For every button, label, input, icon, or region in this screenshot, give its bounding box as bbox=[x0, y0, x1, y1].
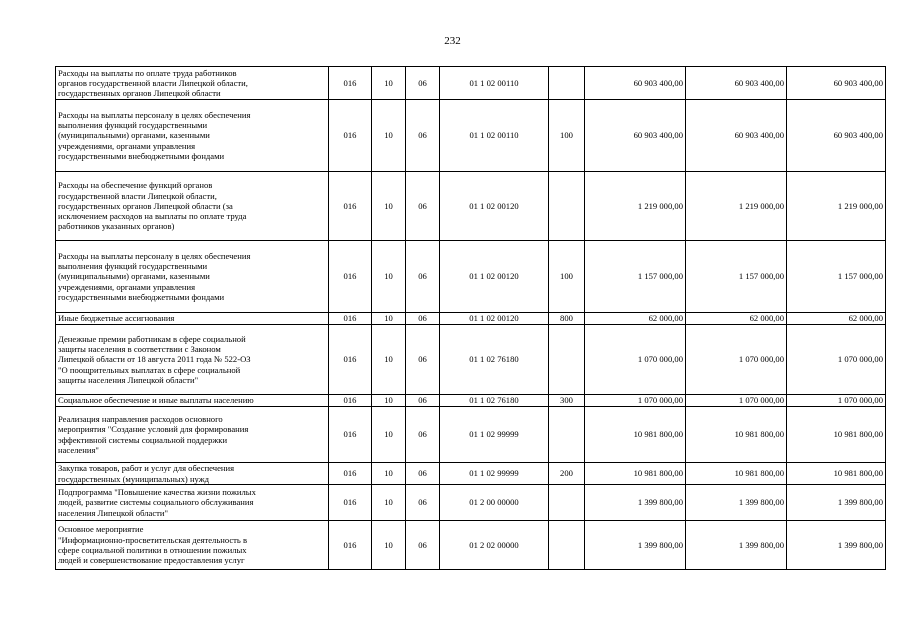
row-sum-year-3: 1 399 800,00 bbox=[787, 521, 886, 570]
row-sum-year-1: 10 981 800,00 bbox=[585, 407, 686, 463]
row-subsection-code: 06 bbox=[406, 172, 440, 241]
table-row bbox=[56, 313, 886, 325]
row-sum-year-1: 60 903 400,00 bbox=[585, 100, 686, 172]
row-section-code: 10 bbox=[372, 407, 406, 463]
row-sum-year-3: 60 903 400,00 bbox=[787, 100, 886, 172]
row-name: Иные бюджетные ассигнования bbox=[56, 313, 329, 325]
row-expense-type bbox=[549, 67, 585, 100]
row-ministry-code: 016 bbox=[329, 100, 372, 172]
row-sum-year-1: 60 903 400,00 bbox=[585, 67, 686, 100]
row-sum-year-1: 1 399 800,00 bbox=[585, 485, 686, 521]
row-sum-year-2: 1 070 000,00 bbox=[686, 325, 787, 395]
row-name: Расходы на выплаты персоналу в целях обеспечения выполнения функций государственными (муниципальными) органами, казенными учреждениями, органами управления государственными внебюджетными фондами bbox=[56, 100, 329, 172]
row-expense-type: 100 bbox=[549, 241, 585, 313]
row-expense-type bbox=[549, 485, 585, 521]
row-target-article: 01 1 02 00120 bbox=[440, 241, 549, 313]
row-ministry-code: 016 bbox=[329, 407, 372, 463]
row-subsection-code: 06 bbox=[406, 395, 440, 407]
row-expense-type: 200 bbox=[549, 463, 585, 485]
row-target-article: 01 1 02 00120 bbox=[440, 172, 549, 241]
row-subsection-code: 06 bbox=[406, 241, 440, 313]
row-subsection-code: 06 bbox=[406, 100, 440, 172]
row-sum-year-3: 1 399 800,00 bbox=[787, 485, 886, 521]
row-sum-year-3: 1 157 000,00 bbox=[787, 241, 886, 313]
row-name: Основное мероприятие "Информационно-просветительская деятельность в сфере социальной политики в отношении пожилых людей и совершенствование предоставления услуг bbox=[56, 521, 329, 570]
row-target-article: 01 1 02 99999 bbox=[440, 463, 549, 485]
row-section-code: 10 bbox=[372, 395, 406, 407]
row-ministry-code: 016 bbox=[329, 241, 372, 313]
row-target-article: 01 1 02 76180 bbox=[440, 325, 549, 395]
row-sum-year-2: 1 070 000,00 bbox=[686, 395, 787, 407]
row-ministry-code: 016 bbox=[329, 521, 372, 570]
row-name: Расходы на выплаты по оплате труда работников органов государственной власти Липецкой области, государственных органов Липецкой области bbox=[56, 67, 329, 100]
row-sum-year-2: 1 157 000,00 bbox=[686, 241, 787, 313]
table-row bbox=[56, 241, 886, 313]
row-target-article: 01 1 02 00110 bbox=[440, 100, 549, 172]
row-sum-year-3: 60 903 400,00 bbox=[787, 67, 886, 100]
row-section-code: 10 bbox=[372, 325, 406, 395]
row-sum-year-1: 1 399 800,00 bbox=[585, 521, 686, 570]
table-body bbox=[56, 67, 886, 570]
row-target-article: 01 1 02 00120 bbox=[440, 313, 549, 325]
row-expense-type bbox=[549, 325, 585, 395]
row-ministry-code: 016 bbox=[329, 67, 372, 100]
row-sum-year-2: 1 219 000,00 bbox=[686, 172, 787, 241]
table-row bbox=[56, 100, 886, 172]
table-row bbox=[56, 521, 886, 570]
row-section-code: 10 bbox=[372, 67, 406, 100]
row-name: Денежные премии работникам в сфере социальной защиты населения в соответствии с Законом Липецкой области от 18 августа 2011 года № 522-ОЗ "О поощрительных выплатах в сфере социальной защиты населения Липецкой области" bbox=[56, 325, 329, 395]
table-row bbox=[56, 485, 886, 521]
row-section-code: 10 bbox=[372, 463, 406, 485]
row-ministry-code: 016 bbox=[329, 172, 372, 241]
row-target-article: 01 1 02 99999 bbox=[440, 407, 549, 463]
row-sum-year-1: 1 070 000,00 bbox=[585, 325, 686, 395]
table-row bbox=[56, 172, 886, 241]
row-name: Реализация направления расходов основного мероприятия "Создание условий для формирования эффективной системы социальной поддержки населения" bbox=[56, 407, 329, 463]
row-target-article: 01 1 02 00110 bbox=[440, 67, 549, 100]
row-sum-year-1: 1 157 000,00 bbox=[585, 241, 686, 313]
row-sum-year-1: 1 070 000,00 bbox=[585, 395, 686, 407]
row-sum-year-1: 62 000,00 bbox=[585, 313, 686, 325]
row-sum-year-2: 1 399 800,00 bbox=[686, 521, 787, 570]
row-expense-type: 800 bbox=[549, 313, 585, 325]
row-sum-year-2: 10 981 800,00 bbox=[686, 407, 787, 463]
row-ministry-code: 016 bbox=[329, 395, 372, 407]
row-subsection-code: 06 bbox=[406, 313, 440, 325]
row-section-code: 10 bbox=[372, 100, 406, 172]
row-sum-year-3: 1 070 000,00 bbox=[787, 395, 886, 407]
row-sum-year-3: 10 981 800,00 bbox=[787, 463, 886, 485]
row-target-article: 01 1 02 76180 bbox=[440, 395, 549, 407]
row-section-code: 10 bbox=[372, 172, 406, 241]
row-name: Расходы на обеспечение функций органов государственной власти Липецкой области, государственных органов Липецкой области (за исключением расходов на выплаты по оплате труда работников указанных органов) bbox=[56, 172, 329, 241]
row-sum-year-3: 62 000,00 bbox=[787, 313, 886, 325]
row-expense-type bbox=[549, 521, 585, 570]
table-row bbox=[56, 407, 886, 463]
row-sum-year-3: 1 219 000,00 bbox=[787, 172, 886, 241]
row-section-code: 10 bbox=[372, 241, 406, 313]
row-subsection-code: 06 bbox=[406, 325, 440, 395]
row-name: Социальное обеспечение и иные выплаты населению bbox=[56, 395, 329, 407]
table-row bbox=[56, 463, 886, 485]
row-name: Подпрограмма "Повышение качества жизни пожилых людей, развитие системы социального обслуживания населения Липецкой области" bbox=[56, 485, 329, 521]
table-row bbox=[56, 325, 886, 395]
row-name: Закупка товаров, работ и услуг для обеспечения государственных (муниципальных) нужд bbox=[56, 463, 329, 485]
row-sum-year-2: 10 981 800,00 bbox=[686, 463, 787, 485]
row-section-code: 10 bbox=[372, 485, 406, 521]
row-ministry-code: 016 bbox=[329, 313, 372, 325]
table-row bbox=[56, 395, 886, 407]
row-ministry-code: 016 bbox=[329, 325, 372, 395]
row-name: Расходы на выплаты персоналу в целях обеспечения выполнения функций государственными (муниципальными) органами, казенными учреждениями, органами управления государственными внебюджетными фондами bbox=[56, 241, 329, 313]
row-subsection-code: 06 bbox=[406, 67, 440, 100]
row-subsection-code: 06 bbox=[406, 463, 440, 485]
row-subsection-code: 06 bbox=[406, 407, 440, 463]
row-expense-type: 300 bbox=[549, 395, 585, 407]
row-sum-year-3: 1 070 000,00 bbox=[787, 325, 886, 395]
row-target-article: 01 2 00 00000 bbox=[440, 485, 549, 521]
table-row bbox=[56, 67, 886, 100]
row-sum-year-3: 10 981 800,00 bbox=[787, 407, 886, 463]
row-ministry-code: 016 bbox=[329, 463, 372, 485]
row-section-code: 10 bbox=[372, 313, 406, 325]
row-section-code: 10 bbox=[372, 521, 406, 570]
row-sum-year-1: 10 981 800,00 bbox=[585, 463, 686, 485]
row-sum-year-1: 1 219 000,00 bbox=[585, 172, 686, 241]
row-expense-type bbox=[549, 407, 585, 463]
row-sum-year-2: 60 903 400,00 bbox=[686, 100, 787, 172]
row-sum-year-2: 1 399 800,00 bbox=[686, 485, 787, 521]
row-expense-type: 100 bbox=[549, 100, 585, 172]
row-sum-year-2: 60 903 400,00 bbox=[686, 67, 787, 100]
row-subsection-code: 06 bbox=[406, 485, 440, 521]
row-subsection-code: 06 bbox=[406, 521, 440, 570]
row-ministry-code: 016 bbox=[329, 485, 372, 521]
row-expense-type bbox=[549, 172, 585, 241]
row-sum-year-2: 62 000,00 bbox=[686, 313, 787, 325]
budget-table bbox=[55, 66, 886, 570]
row-target-article: 01 2 02 00000 bbox=[440, 521, 549, 570]
page-number: 232 bbox=[444, 35, 461, 47]
